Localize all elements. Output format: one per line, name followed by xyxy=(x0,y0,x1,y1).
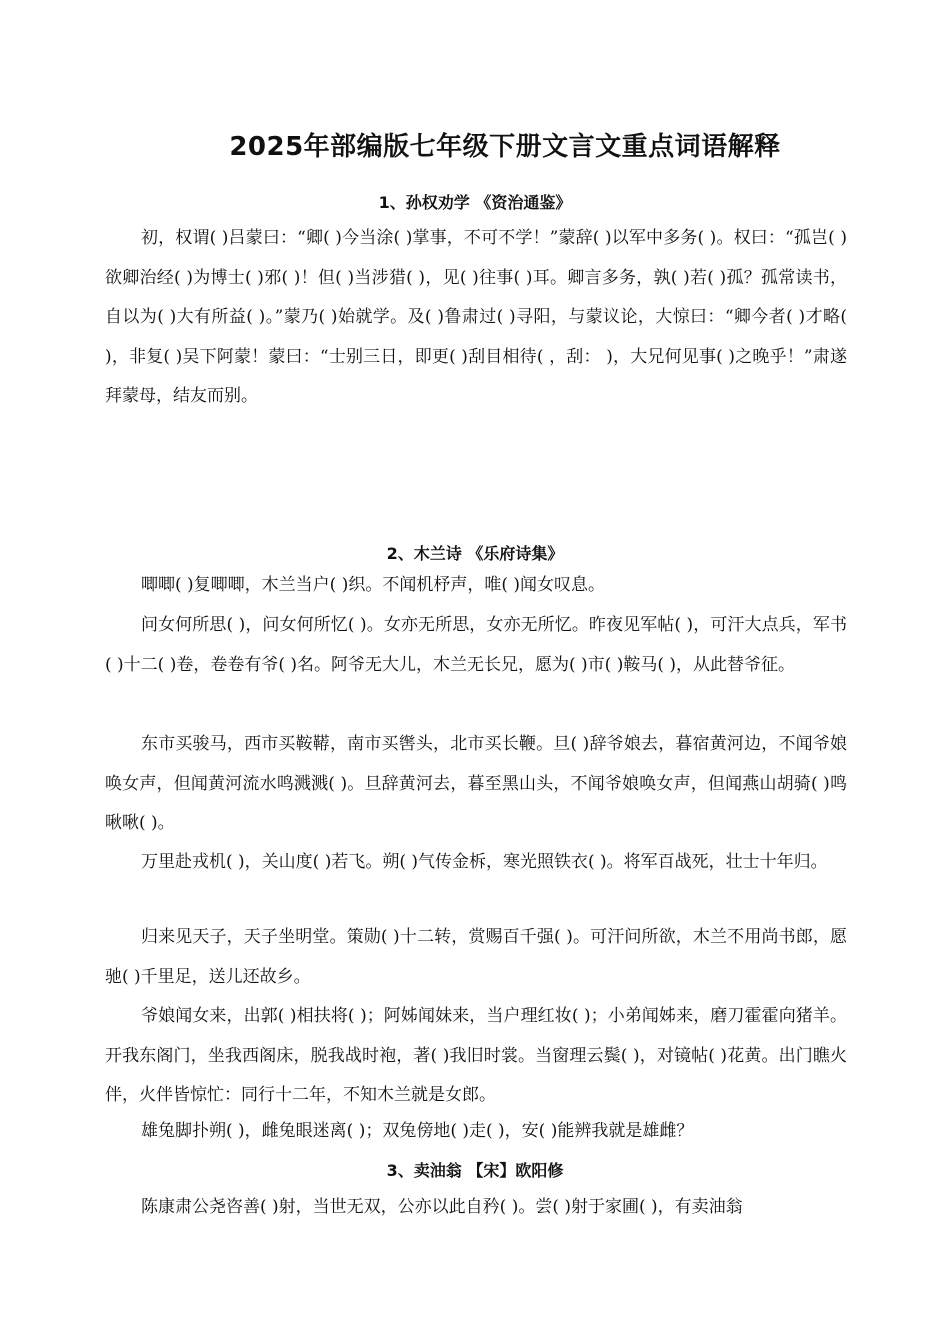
paragraph-2-3: 东市买骏马，西市买鞍鞯，南市买辔头，北市买长鞭。旦( )辞爷娘去，暮宿黄河边，不闻爷娘唤女声，但闻黄河流水鸣溅溅( )。旦辞黄河去，暮至黑山头，不闻爷娘唤女声，但闻燕山胡骑( )鸣啾啾( )。 xyxy=(105,734,847,834)
paragraph-2-1: 唧唧( )复唧唧，木兰当户( )织。不闻机杼声，唯( )闻女叹息。 xyxy=(141,575,606,595)
paragraph-2-2: 问女何所思( )，问女何所忆( )。女亦无所思，女亦无所忆。昨夜见军帖( )，可汗大点兵，军书( )十二( )卷，卷卷有爷( )名。阿爷无大儿，木兰无长兄，愿为( )市( )鞍马( )，从此替爷征。 xyxy=(105,615,847,675)
paragraph-2-4: 万里赴戎机( )，关山度( )若飞。朔( )气传金柝，寒光照铁衣( )。将军百战死，壮士十年归。 xyxy=(141,852,828,872)
paragraph-1-1: 初，权谓( )吕蒙曰：“卿( )今当涂( )掌事，不可不学！”蒙辞( )以军中多务( )。权曰：“孤岂( )欲卿治经( )为博士( )邪( )！但( )当涉猎( )，见( )往事( )耳。卿言多务，孰( )若( )孤？孤常读书，自以为( )大有所益( )。”蒙乃( )始就学。及( )鲁肃过( )寻阳，与蒙议论，大惊曰：“卿今者( )才略( )，非复( )吴下阿蒙！蒙曰：“士别三日，即更( )刮目相待( ，刮： )，大兄何见事( )之晚乎！”肃遂拜蒙母，结友而别。 xyxy=(105,228,847,407)
section-heading-2: 2、木兰诗 《乐府诗集》 xyxy=(386,544,564,563)
section-heading-1: 1、孙权劝学 《资治通鉴》 xyxy=(378,193,572,212)
paragraph-2-7: 雄兔脚扑朔( )，雌兔眼迷离( )；双兔傍地( )走( )，安( )能辨我就是雄雌？ xyxy=(141,1121,694,1141)
paragraph-3-1: 陈康肃公尧咨善( )射，当世无双，公亦以此自矜( )。尝( )射于家圃( )，有卖油翁 xyxy=(141,1197,743,1217)
page-title: 2025年部编版七年级下册文言文重点词语解释 xyxy=(229,132,781,162)
paragraph-2-6: 爷娘闻女来，出郭( )相扶将( )；阿姊闻妹来，当户理红妆( )；小弟闻姊来，磨刀霍霍向猪羊。开我东阁门，坐我西阁床，脱我战时袍，著( )我旧时裳。当窗理云鬓( )，对镜帖( )花黄。出门瞧火伴，火伴皆惊忙：同行十二年，不知木兰就是女郎。 xyxy=(105,1006,847,1106)
paragraph-2-5: 归来见天子，天子坐明堂。策勋( )十二转，赏赐百千强( )。可汗问所欲，木兰不用尚书郎，愿驰( )千里足，送儿还故乡。 xyxy=(105,927,847,987)
section-heading-3: 3、卖油翁 【宋】欧阳修 xyxy=(386,1161,564,1180)
